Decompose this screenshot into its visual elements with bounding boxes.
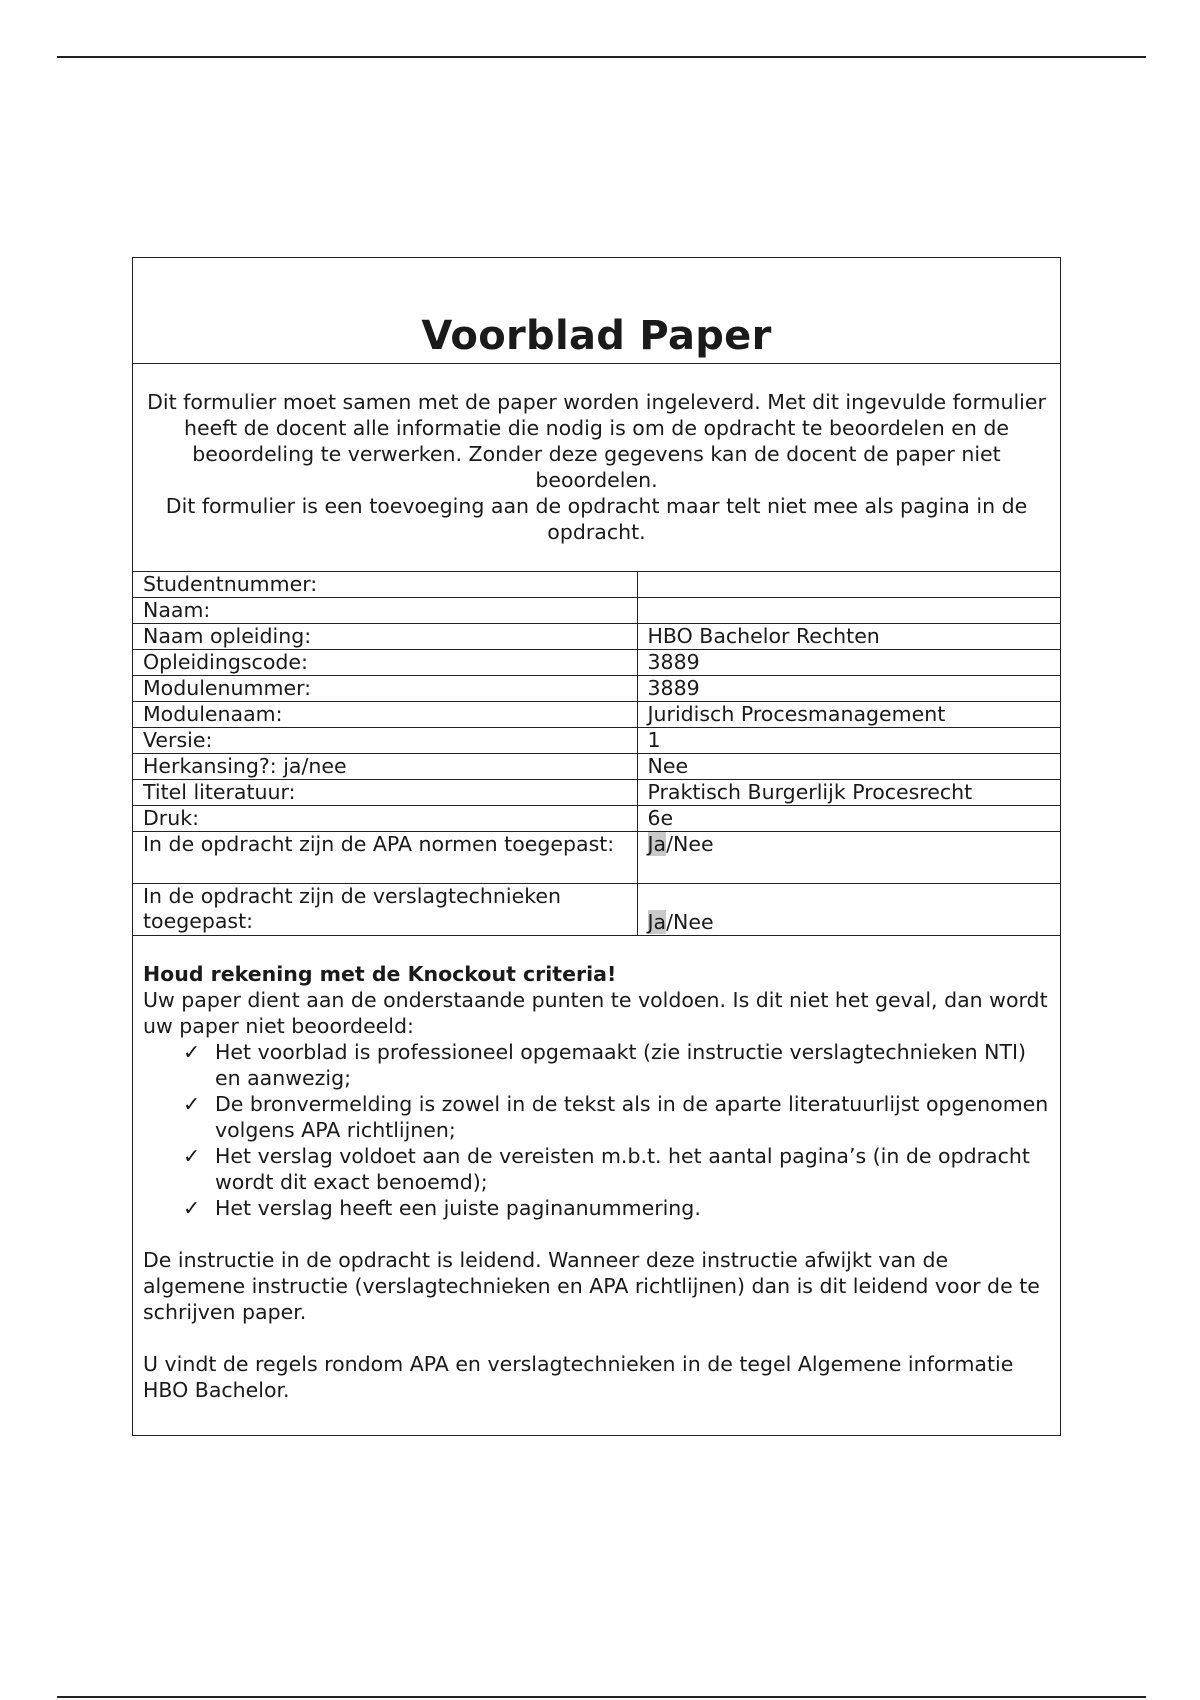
field-value: Praktisch Burgerlijk Procesrecht <box>637 780 1060 806</box>
criterion-text: De bronvermelding is zowel in de tekst als in de aparte literatuurlijst opgenomen volgens APA richtlijnen; <box>215 1092 1049 1142</box>
table-row <box>133 624 1060 650</box>
table-row <box>133 832 1060 884</box>
knockout-heading: Houd rekening met de Knockout criteria! <box>143 962 617 986</box>
criterion-text: Het voorblad is professioneel opgemaakt (zie instructie verslagtechnieken NTI) en aanwezig; <box>215 1040 1027 1090</box>
list-item <box>183 1143 1050 1195</box>
instruction-paragraph: De instructie in de opdracht is leidend. Wanneer deze instructie afwijkt van de algemene instructie (verslagtechnieken en APA richtlijnen) dan is dit leidend voor de te schrijven paper. <box>143 1248 1040 1324</box>
field-label: Titel literatuur: <box>133 780 637 806</box>
list-item <box>183 1195 1050 1221</box>
highlighted-answer: Ja <box>647 832 667 856</box>
table-row <box>133 676 1060 702</box>
cover-form <box>132 257 1061 1436</box>
intro-cell <box>133 364 1060 572</box>
checkmark-icon: ✓ <box>183 1092 201 1116</box>
page-title: Voorblad Paper <box>421 313 772 359</box>
table-row <box>133 754 1060 780</box>
field-value: Nee <box>637 754 1060 780</box>
field-value: Juridisch Procesmanagement <box>637 702 1060 728</box>
fields-table <box>133 572 1060 936</box>
field-label: Versie: <box>133 728 637 754</box>
field-value: HBO Bachelor Rechten <box>637 624 1060 650</box>
checkmark-icon: ✓ <box>183 1144 201 1168</box>
field-label: In de opdracht zijn de APA normen toegepast: <box>133 832 637 884</box>
table-row <box>133 884 1060 936</box>
field-value: 3889 <box>637 676 1060 702</box>
table-row <box>133 702 1060 728</box>
list-item <box>183 1039 1050 1091</box>
list-item <box>183 1091 1050 1143</box>
field-value: 1 <box>637 728 1060 754</box>
field-label: Druk: <box>133 806 637 832</box>
field-value <box>637 572 1060 598</box>
intro-note: Dit formulier is een toevoeging aan de opdracht maar telt niet mee als pagina in de opdracht. <box>165 494 1028 544</box>
highlighted-answer: Ja <box>647 910 667 934</box>
checkmark-icon: ✓ <box>183 1040 201 1064</box>
knockout-intro: Uw paper dient aan de onderstaande punten te voldoen. Is dit niet het geval, dan wordt uw paper niet beoordeeld: <box>143 988 1048 1038</box>
field-value <box>637 598 1060 624</box>
footer-rule <box>57 1696 1146 1698</box>
field-label: In de opdracht zijn de verslagtechnieken toegepast: <box>133 884 637 936</box>
field-label: Modulenaam: <box>133 702 637 728</box>
criterion-text: Het verslag heeft een juiste paginanummering. <box>215 1196 701 1220</box>
field-label: Studentnummer: <box>133 572 637 598</box>
field-value: 6e <box>637 806 1060 832</box>
field-label: Naam opleiding: <box>133 624 637 650</box>
criteria-list <box>143 1039 1050 1221</box>
field-value <box>637 884 1060 936</box>
field-label: Herkansing?: ja/nee <box>133 754 637 780</box>
table-row <box>133 780 1060 806</box>
table-row <box>133 728 1060 754</box>
rules-location-paragraph: U vindt de regels rondom APA en verslagtechnieken in de tegel Algemene informatie HBO Bachelor. <box>143 1352 1014 1402</box>
field-value: 3889 <box>637 650 1060 676</box>
knockout-section <box>133 936 1060 1435</box>
header-rule <box>57 56 1146 58</box>
table-row <box>133 572 1060 598</box>
field-value <box>637 832 1060 884</box>
table-row <box>133 806 1060 832</box>
field-label: Modulenummer: <box>133 676 637 702</box>
title-cell <box>133 258 1060 364</box>
field-label: Opleidingscode: <box>133 650 637 676</box>
field-label: Naam: <box>133 598 637 624</box>
table-row <box>133 650 1060 676</box>
table-row <box>133 598 1060 624</box>
answer-rest: /Nee <box>666 910 714 934</box>
criterion-text: Het verslag voldoet aan de vereisten m.b.t. het aantal pagina’s (in de opdracht wordt dit exact benoemd); <box>215 1144 1030 1194</box>
checkmark-icon: ✓ <box>183 1196 201 1220</box>
intro-text: Dit formulier moet samen met de paper worden ingeleverd. Met dit ingevulde formulier heeft de docent alle informatie die nodig is om de opdracht te beoordelen en de beoordeling te verwerken. Zonder deze gegevens kan de docent de paper niet beoordelen. <box>147 390 1046 492</box>
answer-rest: /Nee <box>666 832 714 856</box>
